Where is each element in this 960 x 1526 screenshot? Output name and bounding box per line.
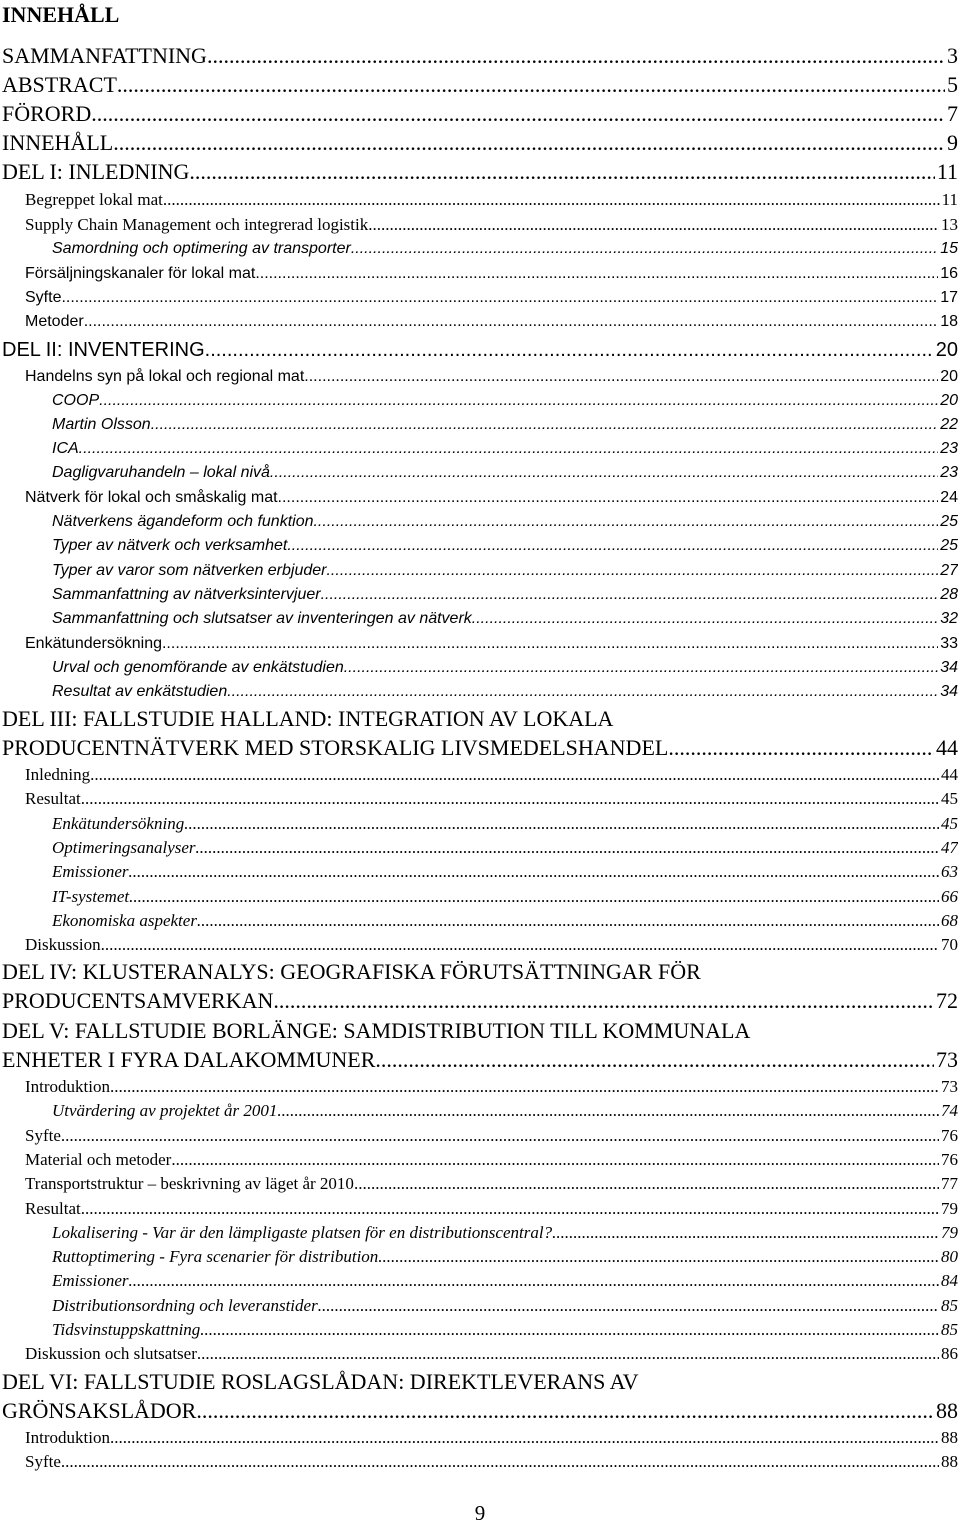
entry-title: Distributionsordning och leveranstider <box>52 1296 318 1315</box>
entry-title: Diskussion och slutsatser <box>25 1344 197 1363</box>
entry-title: IT-systemet <box>52 887 130 906</box>
dot-leader <box>313 511 938 533</box>
entry-title: Enkätundersökning <box>52 814 185 833</box>
entry-page: 5 <box>947 72 958 97</box>
entry-page: 88 <box>941 1428 958 1447</box>
entry-page: 47 <box>941 838 958 857</box>
entry-title: Typer av varor som nätverken erbjuder <box>52 562 327 579</box>
entry-title: ICA <box>52 440 79 457</box>
dot-leader <box>321 584 939 606</box>
dot-leader <box>378 1246 939 1268</box>
toc-entry[interactable] <box>25 189 958 211</box>
dot-leader <box>255 263 938 285</box>
dot-leader <box>287 535 938 557</box>
dot-leader <box>278 487 939 509</box>
entry-page: 7 <box>947 101 958 126</box>
toc-entry[interactable] <box>52 584 958 606</box>
entry-page: 9 <box>947 130 958 155</box>
toc-entry[interactable] <box>52 608 958 630</box>
entry-page: 25 <box>940 537 958 554</box>
dot-leader <box>368 214 939 236</box>
entry-title: Typer av nätverk och verksamhet <box>52 537 288 554</box>
entry-page: 13 <box>941 215 958 234</box>
entry-title: Nätverk för lokal och småskalig mat <box>25 489 278 506</box>
toc-entry[interactable] <box>25 1149 958 1171</box>
entry-page: 73 <box>941 1077 958 1096</box>
entry-title: Försäljningskanaler för lokal mat <box>25 265 256 282</box>
entry-page: 45 <box>941 789 958 808</box>
dot-leader <box>84 311 939 333</box>
entry-page: 3 <box>947 43 958 68</box>
toc-entry[interactable] <box>2 129 958 157</box>
toc-entry[interactable] <box>52 1319 958 1341</box>
entry-title: Samordning och optimering av transporter <box>52 240 351 257</box>
entry-page: 77 <box>941 1174 958 1193</box>
entry-title: Tidsvinstuppskattning <box>52 1320 201 1339</box>
entry-title: Material och metoder <box>25 1150 172 1169</box>
entry-title: Sammanfattning och slutsatser av inventeringen av nätverk <box>52 610 472 627</box>
toc-entry[interactable] <box>52 813 958 835</box>
entry-title: Ruttoptimering - Fyra scenarier för distribution <box>52 1247 379 1266</box>
toc-entry[interactable] <box>25 1173 958 1195</box>
entry-page: 45 <box>941 814 958 833</box>
entry-title: Begreppet lokal mat <box>25 190 163 209</box>
entry-page: 11 <box>941 190 958 209</box>
toc-entry[interactable] <box>52 462 958 484</box>
toc-entry[interactable] <box>25 1343 958 1365</box>
entry-title: Resultat <box>25 1199 81 1218</box>
entry-page: 76 <box>941 1150 958 1169</box>
dot-leader <box>81 1198 939 1220</box>
dot-leader <box>196 837 939 859</box>
entry-page: 18 <box>940 313 958 330</box>
entry-page: 17 <box>940 289 958 306</box>
toc-entry[interactable] <box>2 42 958 70</box>
toc-entry[interactable] <box>52 837 958 859</box>
entry-title: Martin Olsson <box>52 416 151 433</box>
toc-entry[interactable] <box>25 1427 958 1449</box>
toc-entry[interactable] <box>52 560 958 582</box>
toc-entry[interactable] <box>25 633 958 655</box>
entry-page: 25 <box>940 513 958 530</box>
toc-entry[interactable] <box>52 861 958 883</box>
toc-entry[interactable] <box>52 438 958 460</box>
entry-title: Introduktion <box>25 1077 110 1096</box>
toc-entry-multiline[interactable] <box>2 1016 958 1074</box>
toc-entry[interactable] <box>52 1246 958 1268</box>
dot-leader <box>79 438 939 460</box>
dot-leader <box>304 366 938 388</box>
toc-entry[interactable] <box>52 535 958 557</box>
entry-page: 32 <box>940 610 958 627</box>
entry-page: 15 <box>940 240 958 257</box>
entry-page: 16 <box>940 265 958 282</box>
dot-leader <box>81 788 939 810</box>
entry-title: Lokalisering - Var är den lämpligaste platsen för en distributionscentral? <box>52 1223 553 1242</box>
dot-leader <box>113 129 945 157</box>
dot-leader <box>163 189 940 211</box>
dot-leader <box>99 390 938 412</box>
entry-page: 79 <box>941 1199 958 1218</box>
entry-page: 20 <box>940 392 958 409</box>
dot-leader <box>552 1222 939 1244</box>
entry-title-line1: DEL III: FALLSTUDIE HALLAND: INTEGRATION AV LOKALA <box>2 706 614 731</box>
dot-leader <box>91 100 945 128</box>
dot-leader <box>110 1076 939 1098</box>
dot-leader <box>227 681 938 703</box>
entry-title-line1: DEL IV: KLUSTERANALYS: GEOGRAFISKA FÖRUTSÄTTNINGAR FÖR <box>2 959 701 984</box>
toc-entry[interactable] <box>25 764 958 786</box>
toc-entry[interactable] <box>25 263 958 285</box>
entry-title: Utvärdering av projektet år 2001 <box>52 1101 278 1120</box>
entry-page: 76 <box>941 1126 958 1145</box>
entry-title: Transportstruktur – beskrivning av läget år 2010 <box>25 1174 354 1193</box>
toc-entry[interactable] <box>52 414 958 436</box>
page-number: 9 <box>474 1501 486 1525</box>
dot-leader <box>129 886 939 908</box>
entry-page: 72 <box>936 988 958 1013</box>
entry-title: Enkätundersökning <box>25 635 162 652</box>
toc-entry[interactable] <box>25 311 958 333</box>
entry-title: Emissioner <box>52 862 129 881</box>
dot-leader <box>196 1396 934 1425</box>
toc-entry[interactable] <box>52 1295 958 1317</box>
dot-leader <box>351 238 938 260</box>
dot-leader <box>472 608 938 630</box>
entry-page: 34 <box>940 683 958 700</box>
dot-leader <box>61 1451 939 1473</box>
entry-title: Syfte <box>25 1452 61 1471</box>
entry-title: Ekonomiska aspekter <box>52 911 197 930</box>
toc-entry[interactable] <box>52 886 958 908</box>
toc-heading: INNEHÅLL <box>2 2 120 27</box>
entry-page: 66 <box>941 887 958 906</box>
entry-title-line2: GRÖNSAKSLÅDOR <box>2 1398 197 1423</box>
entry-page: 34 <box>940 659 958 676</box>
toc-entry-multiline[interactable] <box>2 704 958 762</box>
dot-leader <box>207 42 945 70</box>
entry-title-line1: DEL VI: FALLSTUDIE ROSLAGSLÅDAN: DIREKTLEVERANS AV <box>2 1369 639 1394</box>
entry-title-line2: ENHETER I FYRA DALAKOMMUNER <box>2 1047 376 1072</box>
toc-entry[interactable] <box>52 681 958 703</box>
dot-leader <box>344 657 938 679</box>
dot-leader <box>270 462 938 484</box>
entry-title: Dagligvaruhandeln – lokal nivå <box>52 464 270 481</box>
toc-entry[interactable] <box>25 1198 958 1220</box>
entry-page: 23 <box>940 440 958 457</box>
entry-page: 88 <box>936 1398 958 1423</box>
dot-leader <box>61 287 938 309</box>
entry-title: DEL II: INVENTERING <box>2 339 205 361</box>
entry-title: Resultat av enkätstudien <box>52 683 228 700</box>
toc-entry[interactable] <box>25 1125 958 1147</box>
entry-title: Emissioner <box>52 1271 129 1290</box>
entry-title-line1: DEL V: FALLSTUDIE BORLÄNGE: SAMDISTRIBUTION TILL KOMMUNALA <box>2 1018 751 1043</box>
dot-leader <box>197 910 939 932</box>
entry-title-line2: PRODUCENTNÄTVERK MED STORSKALIG LIVSMEDELSHANDEL <box>2 735 669 760</box>
toc-entry[interactable] <box>52 511 958 533</box>
toc-entry[interactable] <box>25 1451 958 1473</box>
dot-leader <box>375 1045 934 1074</box>
toc-entry[interactable] <box>52 910 958 932</box>
entry-title: INNEHÅLL <box>2 130 114 155</box>
toc-entry[interactable] <box>52 390 958 412</box>
dot-leader <box>197 1343 939 1365</box>
dot-leader <box>189 158 934 186</box>
toc-entry-multiline[interactable] <box>2 957 958 1015</box>
dot-leader <box>61 1125 939 1147</box>
toc-entry[interactable] <box>52 238 958 260</box>
entry-title: Inledning <box>25 765 91 784</box>
toc-entry[interactable] <box>25 214 958 236</box>
dot-leader <box>90 764 939 786</box>
dot-leader <box>101 934 939 956</box>
entry-title: ABSTRACT <box>2 72 117 97</box>
entry-title: Syfte <box>25 289 62 306</box>
entry-page: 74 <box>941 1101 958 1120</box>
entry-page: 85 <box>941 1296 958 1315</box>
entry-title: Nätverkens ägandeform och funktion <box>52 513 314 530</box>
dot-leader <box>184 813 939 835</box>
entry-page: 28 <box>940 586 958 603</box>
toc-entry[interactable] <box>25 934 958 956</box>
toc-entry-multiline[interactable] <box>2 1367 958 1425</box>
entry-title: Introduktion <box>25 1428 110 1447</box>
dot-leader <box>117 71 945 99</box>
entry-page: 80 <box>941 1247 958 1266</box>
dot-leader <box>110 1427 939 1449</box>
dot-leader <box>273 986 934 1015</box>
dot-leader <box>277 1100 939 1122</box>
entry-title: Urval och genomförande av enkätstudien <box>52 659 344 676</box>
entry-title: FÖRORD <box>2 101 92 126</box>
toc-entry[interactable] <box>25 287 958 309</box>
dot-leader <box>200 1319 939 1341</box>
dot-leader <box>162 633 938 655</box>
toc-entry[interactable] <box>52 1100 958 1122</box>
entry-page: 86 <box>941 1344 958 1363</box>
entry-page: 88 <box>941 1452 958 1471</box>
toc-entry[interactable] <box>25 366 958 388</box>
entry-title: Optimeringsanalyser <box>52 838 196 857</box>
entry-page: 73 <box>936 1047 958 1072</box>
entry-page: 68 <box>941 911 958 930</box>
entry-title: Resultat <box>25 789 81 808</box>
dot-leader <box>151 414 939 436</box>
entry-page: 23 <box>940 464 958 481</box>
entry-title: SAMMANFATTNING <box>2 43 207 68</box>
entry-title: Metoder <box>25 313 84 330</box>
dot-leader <box>668 733 934 762</box>
toc-entry[interactable] <box>52 657 958 679</box>
toc-entry[interactable] <box>2 100 958 128</box>
toc-entry[interactable] <box>25 1076 958 1098</box>
dot-leader <box>129 1270 940 1292</box>
entry-page: 20 <box>940 368 958 385</box>
dot-leader <box>326 560 938 582</box>
toc-entry[interactable] <box>25 487 958 509</box>
dot-leader <box>205 336 934 364</box>
toc-entry[interactable] <box>2 158 958 186</box>
entry-page: 84 <box>941 1271 958 1290</box>
dot-leader <box>171 1149 939 1171</box>
entry-page: 33 <box>940 635 958 652</box>
toc-entry[interactable] <box>52 1222 958 1244</box>
entry-page: 63 <box>941 862 958 881</box>
entry-page: 70 <box>941 935 958 954</box>
entry-page: 85 <box>941 1320 958 1339</box>
entry-title: Sammanfattning av nätverksintervjuer <box>52 586 321 603</box>
entry-title: COOP <box>52 392 100 409</box>
toc-entry[interactable] <box>52 1270 958 1292</box>
dot-leader <box>129 861 940 883</box>
entry-page: 20 <box>935 339 958 361</box>
dot-leader <box>354 1173 939 1195</box>
toc-entry[interactable] <box>25 788 958 810</box>
entry-page: 79 <box>941 1223 958 1242</box>
entry-title: Handelns syn på lokal och regional mat <box>25 368 305 385</box>
entry-page: 27 <box>940 562 958 579</box>
entry-title-line2: PRODUCENTSAMVERKAN <box>2 988 274 1013</box>
entry-page: 44 <box>936 735 958 760</box>
entry-page: 24 <box>940 489 958 506</box>
entry-page: 44 <box>941 765 958 784</box>
entry-title: Diskussion <box>25 935 101 954</box>
entry-title: Supply Chain Management och integrerad logistik <box>25 215 369 234</box>
dot-leader <box>318 1295 939 1317</box>
entry-title: DEL I: INLEDNING <box>2 159 190 184</box>
entry-page: 11 <box>936 159 958 184</box>
entry-title: Syfte <box>25 1126 61 1145</box>
toc-entry[interactable] <box>2 71 958 99</box>
toc-entry[interactable] <box>2 336 958 364</box>
entry-page: 22 <box>940 416 958 433</box>
